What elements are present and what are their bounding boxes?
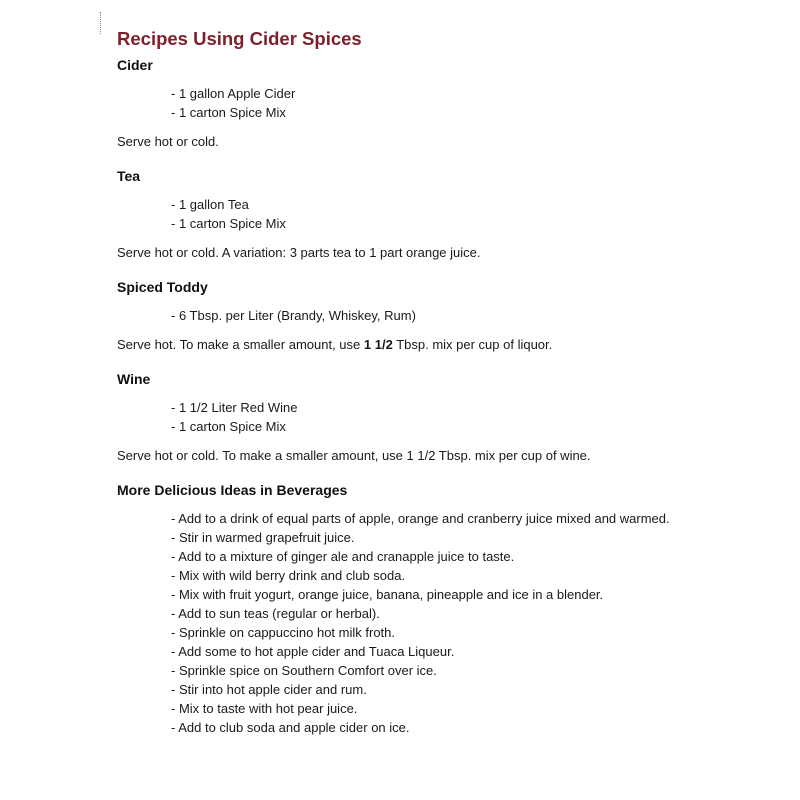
ideas-list bbox=[171, 509, 757, 737]
section-spiced-toddy bbox=[117, 276, 757, 354]
section-heading: Tea bbox=[117, 168, 141, 184]
serving-note bbox=[117, 132, 757, 151]
list-item: - Mix with fruit yogurt, orange juice, banana, pineapple and ice in a blender. bbox=[171, 587, 604, 602]
ingredient-list bbox=[171, 195, 757, 233]
section-heading: Wine bbox=[117, 371, 151, 387]
section-heading: Spiced Toddy bbox=[117, 279, 208, 295]
section-heading: More Delicious Ideas in Beverages bbox=[117, 482, 348, 498]
note-text: Serve hot or cold. bbox=[117, 134, 219, 149]
list-item: - 6 Tbsp. per Liter (Brandy, Whiskey, Rum) bbox=[171, 308, 416, 323]
list-item: - Add to a drink of equal parts of apple, orange and cranberry juice mixed and warmed. bbox=[171, 511, 670, 526]
note-text: Serve hot. To make a smaller amount, use bbox=[117, 337, 364, 352]
list-item: - Mix with wild berry drink and club soda. bbox=[171, 568, 406, 583]
list-item: - Stir into hot apple cider and rum. bbox=[171, 682, 367, 697]
list-item: - 1 gallon Tea bbox=[171, 197, 249, 212]
ingredient-list bbox=[171, 306, 757, 325]
list-item: - Add some to hot apple cider and Tuaca Liqueur. bbox=[171, 644, 455, 659]
ingredient-list bbox=[171, 398, 757, 436]
list-item: - 1 carton Spice Mix bbox=[171, 105, 286, 120]
ingredient-list bbox=[171, 84, 757, 122]
list-item: - Stir in warmed grapefruit juice. bbox=[171, 530, 355, 545]
section-cider bbox=[117, 54, 757, 151]
list-item: - Sprinkle on cappuccino hot milk froth. bbox=[171, 625, 395, 640]
note-emphasis: 1 1/2 bbox=[363, 337, 393, 352]
list-item: - 1 carton Spice Mix bbox=[171, 216, 286, 231]
list-item: - Add to club soda and apple cider on ice. bbox=[171, 720, 410, 735]
page-title: Recipes Using Cider Spices bbox=[117, 28, 362, 49]
serving-note bbox=[117, 335, 757, 354]
text-cursor-marker bbox=[100, 12, 101, 34]
list-item: - 1 gallon Apple Cider bbox=[171, 86, 296, 101]
section-wine bbox=[117, 368, 757, 465]
section-heading: Cider bbox=[117, 57, 153, 73]
section-tea bbox=[117, 165, 757, 262]
section-more-ideas bbox=[117, 479, 757, 737]
recipe-document bbox=[117, 28, 757, 737]
serving-note bbox=[117, 243, 757, 262]
list-item: - Add to sun teas (regular or herbal). bbox=[171, 606, 380, 621]
serving-note bbox=[117, 446, 757, 465]
list-item: - 1 carton Spice Mix bbox=[171, 419, 286, 434]
note-text: Tbsp. mix per cup of liquor. bbox=[392, 337, 553, 352]
list-item: - Sprinkle spice on Southern Comfort over ice. bbox=[171, 663, 437, 678]
note-text: Serve hot or cold. A variation: 3 parts tea to 1 part orange juice. bbox=[117, 245, 481, 260]
list-item: - 1 1/2 Liter Red Wine bbox=[171, 400, 298, 415]
list-item: - Add to a mixture of ginger ale and cranapple juice to taste. bbox=[171, 549, 515, 564]
note-text: Serve hot or cold. To make a smaller amount, use 1 1/2 Tbsp. mix per cup of wine. bbox=[117, 448, 591, 463]
list-item: - Mix to taste with hot pear juice. bbox=[171, 701, 358, 716]
